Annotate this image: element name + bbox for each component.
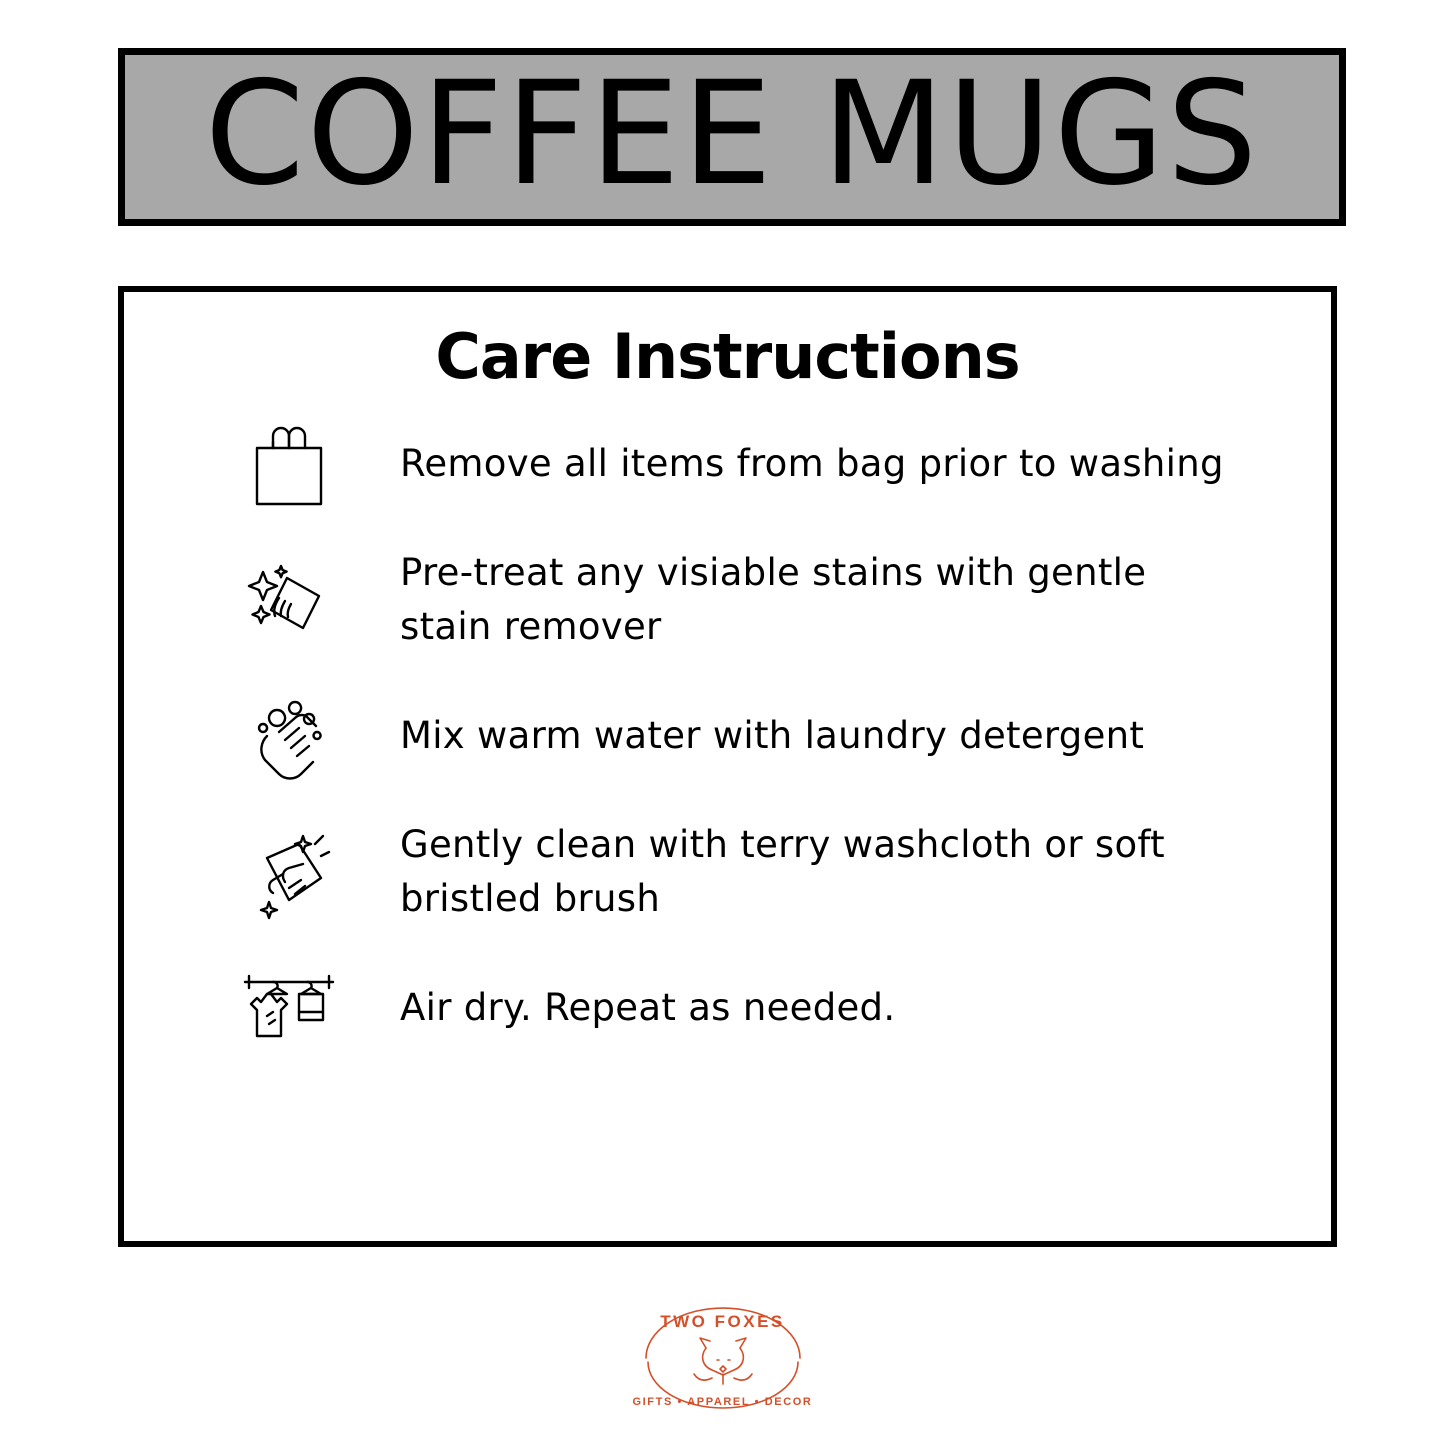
- washing-hands-icon: [224, 677, 354, 795]
- list-item-label: Remove all items from bag prior to washing: [400, 442, 1224, 486]
- cleaning-cloth-hand-icon: [224, 813, 354, 931]
- care-instructions-card: [118, 286, 1337, 1247]
- brand-tagline: GIFTS • APPAREL • DECOR: [632, 1396, 813, 1408]
- list-item: [224, 405, 1295, 523]
- care-steps-list: [124, 405, 1331, 1067]
- title-banner: [118, 48, 1346, 226]
- list-item-label: Mix warm water with laundry detergent: [400, 714, 1145, 758]
- brand-footer: [0, 1300, 1445, 1418]
- sparkle-hand-wipe-icon: [224, 541, 354, 659]
- clothes-drying-line-icon: [224, 949, 354, 1067]
- list-item-label: Gently clean with terry washcloth or soft bristled brush: [400, 823, 1165, 920]
- brand-logo: [618, 1300, 828, 1418]
- page-title: COFFEE MUGS: [204, 49, 1260, 217]
- card-heading: Care Instructions: [435, 320, 1020, 393]
- list-item-label: Pre-treat any visiable stains with gentle stain remover: [400, 551, 1147, 648]
- list-item: [224, 677, 1295, 795]
- tote-bag-icon: [224, 405, 354, 523]
- list-item: [224, 949, 1295, 1067]
- list-item: [224, 813, 1295, 931]
- brand-name: TWO FOXES: [660, 1312, 785, 1331]
- list-item: [224, 541, 1295, 659]
- list-item-label: Air dry. Repeat as needed.: [400, 986, 896, 1030]
